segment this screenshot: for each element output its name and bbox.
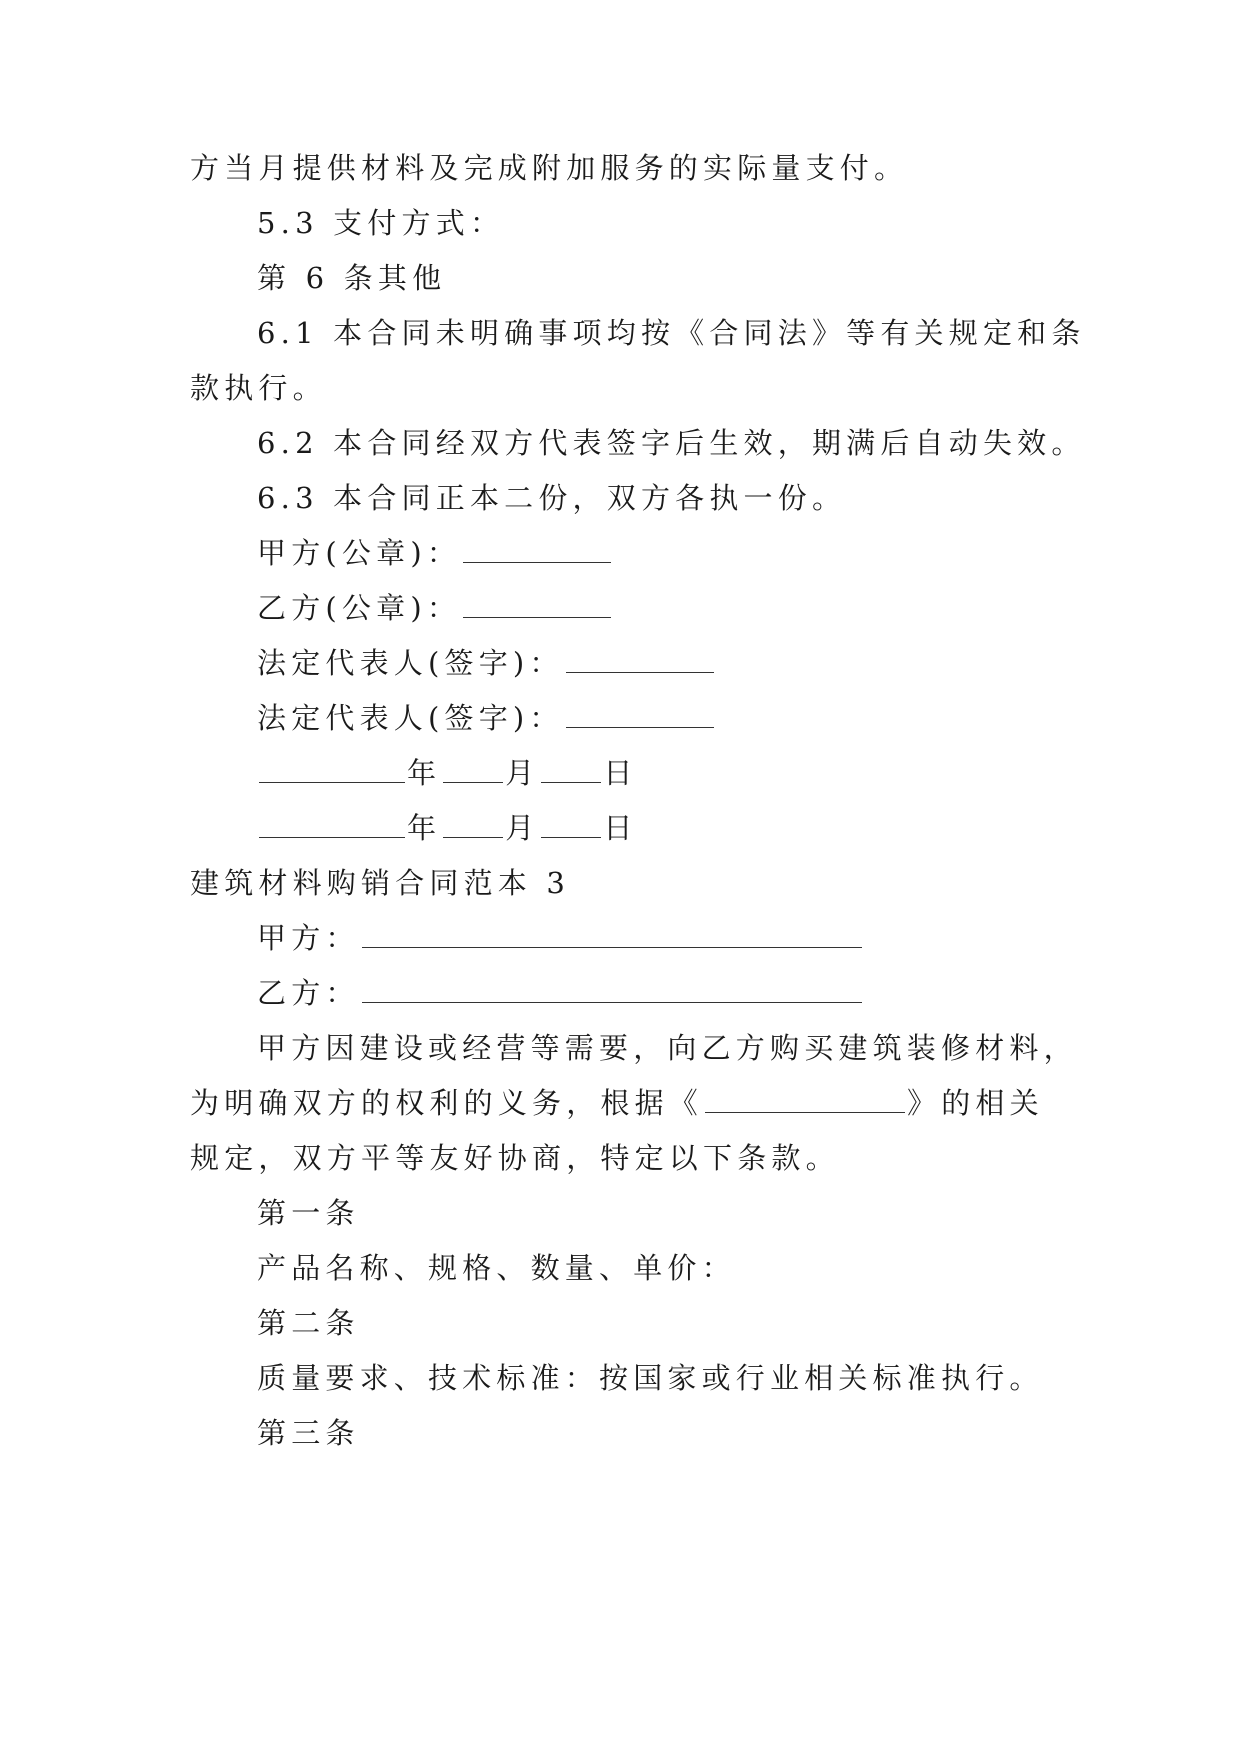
day-label: 日 [603,756,638,790]
date-line [257,755,638,791]
signature-line [257,645,716,681]
signature-line [257,535,613,571]
year-blank [259,760,405,783]
day-label: 日 [603,811,638,845]
month-blank [443,760,503,783]
party-a-blank [362,925,862,948]
signature-line [257,590,613,626]
article-heading: 第一条 [257,1196,360,1230]
day-blank [541,815,601,838]
section-heading: 第 6 条其他 [257,261,447,295]
year-label: 年 [407,811,442,845]
party-b-label: 乙方： [257,976,360,1010]
month-label: 月 [505,811,540,845]
text-line: 6.3 本合同正本二份，双方各执一份。 [257,481,847,515]
party-line [257,920,864,956]
text-line: 方当月提供材料及完成附加服务的实际量支付。 [190,151,909,185]
year-label: 年 [407,756,442,790]
text-segment: 为明确双方的权利的义务，根据《 [190,1086,704,1120]
representative-blank [566,650,714,673]
party-a-label: 甲方： [257,921,360,955]
month-label: 月 [505,756,540,790]
party-a-seal-label: 甲方(公章)： [257,536,462,570]
text-line: 6.1 本合同未明确事项均按《合同法》等有关规定和条 [257,316,1086,350]
text-line: 6.2 本合同经双方代表签字后生效，期满后自动失效。 [257,426,1086,460]
document-title: 建筑材料购销合同范本 3 [190,866,571,900]
year-blank [259,815,405,838]
date-line [257,810,638,846]
day-blank [541,760,601,783]
text-line: 甲方因建设或经营等需要，向乙方购买建筑装修材料， [257,1031,1078,1065]
party-b-seal-label: 乙方(公章)： [257,591,462,625]
text-line: 规定，双方平等友好协商，特定以下条款。 [190,1141,840,1175]
representative-label: 法定代表人(签字)： [257,701,564,735]
party-a-seal-blank [463,540,611,563]
law-name-blank [705,1090,905,1113]
representative-label: 法定代表人(签字)： [257,646,564,680]
article-heading: 第三条 [257,1416,360,1450]
text-line: 产品名称、规格、数量、单价： [257,1251,736,1285]
text-line: 5.3 支付方式： [257,206,505,240]
party-b-seal-blank [463,595,611,618]
representative-blank [566,705,714,728]
text-line [190,1085,1044,1121]
text-line: 款执行。 [190,371,327,405]
text-segment: 》的相关 [907,1086,1044,1120]
month-blank [443,815,503,838]
party-line [257,975,864,1011]
signature-line [257,700,716,736]
party-b-blank [362,980,862,1003]
article-heading: 第二条 [257,1306,360,1340]
text-line: 质量要求、技术标准：按国家或行业相关标准执行。 [257,1361,1044,1395]
